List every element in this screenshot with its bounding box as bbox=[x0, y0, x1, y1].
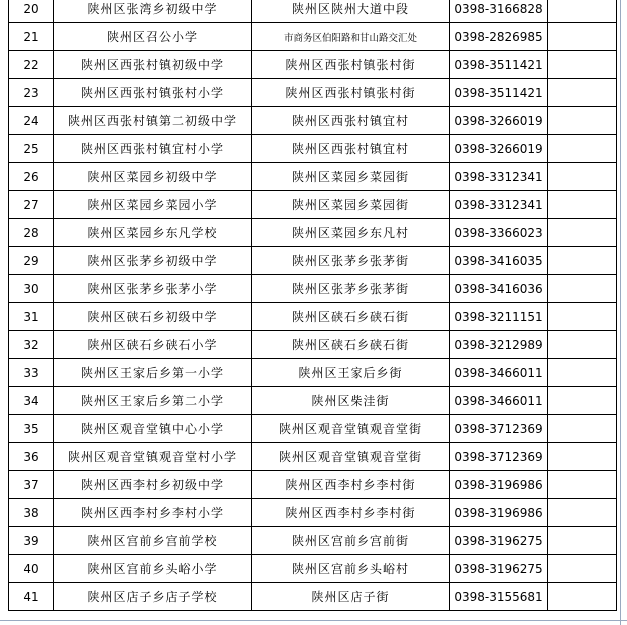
empty-cell[interactable] bbox=[548, 275, 617, 303]
school-name-cell[interactable]: 陕州区西张村镇张村小学 bbox=[54, 79, 252, 107]
phone-cell[interactable]: 0398-3166828 bbox=[450, 0, 548, 23]
empty-cell[interactable] bbox=[548, 555, 617, 583]
address-cell[interactable]: 陕州区张茅乡张茅街 bbox=[252, 275, 450, 303]
row-number-cell[interactable]: 35 bbox=[9, 415, 54, 443]
school-name-cell[interactable]: 陕州区菜园乡初级中学 bbox=[54, 163, 252, 191]
empty-cell[interactable] bbox=[548, 135, 617, 163]
row-number-cell[interactable]: 31 bbox=[9, 303, 54, 331]
row-number-cell[interactable]: 25 bbox=[9, 135, 54, 163]
empty-cell[interactable] bbox=[548, 415, 617, 443]
phone-cell[interactable]: 0398-3212989 bbox=[450, 331, 548, 359]
empty-cell[interactable] bbox=[548, 359, 617, 387]
table-row bbox=[9, 527, 617, 555]
row-number-cell[interactable]: 37 bbox=[9, 471, 54, 499]
empty-cell[interactable] bbox=[548, 331, 617, 359]
address-cell[interactable]: 陕州区张茅乡张茅街 bbox=[252, 247, 450, 275]
address-cell[interactable]: 陕州区菜园乡东凡村 bbox=[252, 219, 450, 247]
row-number-cell[interactable]: 36 bbox=[9, 443, 54, 471]
phone-cell[interactable]: 0398-3416036 bbox=[450, 275, 548, 303]
empty-cell[interactable] bbox=[548, 219, 617, 247]
school-contact-table bbox=[8, 0, 617, 611]
row-number-cell[interactable]: 40 bbox=[9, 555, 54, 583]
school-name-cell[interactable]: 陕州区召公小学 bbox=[54, 23, 252, 51]
table-row bbox=[9, 331, 617, 359]
table-row bbox=[9, 583, 617, 611]
empty-cell[interactable] bbox=[548, 471, 617, 499]
empty-cell[interactable] bbox=[548, 191, 617, 219]
row-number-cell[interactable]: 21 bbox=[9, 23, 54, 51]
school-name-cell[interactable]: 陕州区西张村镇第二初级中学 bbox=[54, 107, 252, 135]
address-cell[interactable]: 陕州区陕州大道中段 bbox=[252, 0, 450, 23]
sheet-bottom-border bbox=[0, 620, 627, 621]
phone-cell[interactable]: 0398-3511421 bbox=[450, 79, 548, 107]
sheet-right-border bbox=[620, 0, 621, 625]
school-name-cell[interactable]: 陕州区菜园乡东凡学校 bbox=[54, 219, 252, 247]
empty-cell[interactable] bbox=[548, 107, 617, 135]
address-cell[interactable]: 陕州区西张村镇张村街 bbox=[252, 79, 450, 107]
row-number-cell[interactable]: 34 bbox=[9, 387, 54, 415]
empty-cell[interactable] bbox=[548, 23, 617, 51]
empty-cell[interactable] bbox=[548, 303, 617, 331]
empty-cell[interactable] bbox=[548, 443, 617, 471]
phone-cell[interactable]: 0398-3266019 bbox=[450, 135, 548, 163]
row-number-cell[interactable]: 23 bbox=[9, 79, 54, 107]
school-name-cell[interactable]: 陕州区观音堂镇中心小学 bbox=[54, 415, 252, 443]
school-name-cell[interactable]: 陕州区硖石乡初级中学 bbox=[54, 303, 252, 331]
school-name-cell[interactable]: 陕州区西李村乡李村小学 bbox=[54, 499, 252, 527]
address-cell[interactable]: 陕州区菜园乡菜园街 bbox=[252, 163, 450, 191]
row-number-cell[interactable]: 20 bbox=[9, 0, 54, 23]
row-number-cell[interactable]: 27 bbox=[9, 191, 54, 219]
empty-cell[interactable] bbox=[548, 79, 617, 107]
address-cell[interactable]: 陕州区西李村乡李村街 bbox=[252, 471, 450, 499]
table-row bbox=[9, 275, 617, 303]
table-row bbox=[9, 219, 617, 247]
school-name-cell[interactable]: 陕州区店子乡店子学校 bbox=[54, 583, 252, 611]
table-row bbox=[9, 359, 617, 387]
phone-cell[interactable]: 0398-3312341 bbox=[450, 163, 548, 191]
school-name-cell[interactable]: 陕州区王家后乡第一小学 bbox=[54, 359, 252, 387]
address-cell[interactable]: 陕州区菜园乡菜园街 bbox=[252, 191, 450, 219]
school-name-cell[interactable]: 陕州区王家后乡第二小学 bbox=[54, 387, 252, 415]
table-row bbox=[9, 191, 617, 219]
address-cell[interactable]: 陕州区西张村镇宜村 bbox=[252, 107, 450, 135]
school-name-cell[interactable]: 陕州区张湾乡初级中学 bbox=[54, 0, 252, 23]
table-row bbox=[9, 499, 617, 527]
school-name-cell[interactable]: 陕州区菜园乡菜园小学 bbox=[54, 191, 252, 219]
row-number-cell[interactable]: 32 bbox=[9, 331, 54, 359]
phone-cell[interactable]: 0398-3511421 bbox=[450, 51, 548, 79]
phone-cell[interactable]: 0398-3712369 bbox=[450, 443, 548, 471]
empty-cell[interactable] bbox=[548, 0, 617, 23]
address-cell[interactable]: 陕州区柴洼街 bbox=[252, 387, 450, 415]
phone-cell[interactable]: 0398-3155681 bbox=[450, 583, 548, 611]
school-name-cell[interactable]: 陕州区西张村镇宜村小学 bbox=[54, 135, 252, 163]
empty-cell[interactable] bbox=[548, 527, 617, 555]
row-number-cell[interactable]: 41 bbox=[9, 583, 54, 611]
school-name-cell[interactable]: 陕州区西张村镇初级中学 bbox=[54, 51, 252, 79]
table-row bbox=[9, 303, 617, 331]
row-number-cell[interactable]: 39 bbox=[9, 527, 54, 555]
phone-cell[interactable]: 0398-3466011 bbox=[450, 387, 548, 415]
school-name-cell[interactable]: 陕州区硖石乡硖石小学 bbox=[54, 331, 252, 359]
school-name-cell[interactable]: 陕州区张茅乡初级中学 bbox=[54, 247, 252, 275]
empty-cell[interactable] bbox=[548, 247, 617, 275]
address-cell[interactable]: 陕州区硖石乡硖石街 bbox=[252, 303, 450, 331]
address-cell[interactable]: 市商务区伯阳路和甘山路交汇处 bbox=[252, 23, 450, 51]
empty-cell[interactable] bbox=[548, 163, 617, 191]
address-cell[interactable]: 陕州区观音堂镇观音堂街 bbox=[252, 443, 450, 471]
row-number-cell[interactable]: 33 bbox=[9, 359, 54, 387]
school-name-cell[interactable]: 陕州区张茅乡张茅小学 bbox=[54, 275, 252, 303]
table-row bbox=[9, 0, 617, 23]
school-name-cell[interactable]: 陕州区宫前乡头峪小学 bbox=[54, 555, 252, 583]
phone-cell[interactable]: 0398-3416035 bbox=[450, 247, 548, 275]
row-number-cell[interactable]: 22 bbox=[9, 51, 54, 79]
phone-cell[interactable]: 0398-3196275 bbox=[450, 527, 548, 555]
address-cell[interactable]: 陕州区西张村镇宜村 bbox=[252, 135, 450, 163]
address-cell[interactable]: 陕州区店子街 bbox=[252, 583, 450, 611]
address-cell[interactable]: 陕州区西张村镇张村街 bbox=[252, 51, 450, 79]
empty-cell[interactable] bbox=[548, 499, 617, 527]
table-row bbox=[9, 415, 617, 443]
row-number-cell[interactable]: 28 bbox=[9, 219, 54, 247]
address-cell[interactable]: 陕州区宫前乡宫前街 bbox=[252, 527, 450, 555]
table-row bbox=[9, 555, 617, 583]
phone-cell[interactable]: 0398-3196986 bbox=[450, 471, 548, 499]
row-number-cell[interactable]: 29 bbox=[9, 247, 54, 275]
phone-cell[interactable]: 0398-3366023 bbox=[450, 219, 548, 247]
address-cell[interactable]: 陕州区王家后乡街 bbox=[252, 359, 450, 387]
table-row bbox=[9, 107, 617, 135]
phone-cell[interactable]: 0398-3211151 bbox=[450, 303, 548, 331]
table-row bbox=[9, 79, 617, 107]
table-row bbox=[9, 471, 617, 499]
school-name-cell[interactable]: 陕州区宫前乡宫前学校 bbox=[54, 527, 252, 555]
table-row bbox=[9, 163, 617, 191]
empty-cell[interactable] bbox=[548, 51, 617, 79]
address-cell[interactable]: 陕州区观音堂镇观音堂街 bbox=[252, 415, 450, 443]
table-row bbox=[9, 23, 617, 51]
row-number-cell[interactable]: 30 bbox=[9, 275, 54, 303]
address-cell[interactable]: 陕州区西李村乡李村街 bbox=[252, 499, 450, 527]
empty-cell[interactable] bbox=[548, 583, 617, 611]
phone-cell[interactable]: 0398-3466011 bbox=[450, 359, 548, 387]
phone-cell[interactable]: 0398-3196986 bbox=[450, 499, 548, 527]
school-name-cell[interactable]: 陕州区西李村乡初级中学 bbox=[54, 471, 252, 499]
table-row bbox=[9, 51, 617, 79]
address-cell[interactable]: 陕州区硖石乡硖石街 bbox=[252, 331, 450, 359]
table-body bbox=[9, 0, 617, 611]
table-row bbox=[9, 387, 617, 415]
row-number-cell[interactable]: 26 bbox=[9, 163, 54, 191]
phone-cell[interactable]: 0398-3312341 bbox=[450, 191, 548, 219]
phone-cell[interactable]: 0398-3266019 bbox=[450, 107, 548, 135]
phone-cell[interactable]: 0398-3712369 bbox=[450, 415, 548, 443]
school-name-cell[interactable]: 陕州区观音堂镇观音堂村小学 bbox=[54, 443, 252, 471]
empty-cell[interactable] bbox=[548, 387, 617, 415]
table-row bbox=[9, 247, 617, 275]
table-row bbox=[9, 135, 617, 163]
table-row bbox=[9, 443, 617, 471]
row-number-cell[interactable]: 38 bbox=[9, 499, 54, 527]
row-number-cell[interactable]: 24 bbox=[9, 107, 54, 135]
address-cell[interactable]: 陕州区宫前乡头峪村 bbox=[252, 555, 450, 583]
phone-cell[interactable]: 0398-2826985 bbox=[450, 23, 548, 51]
phone-cell[interactable]: 0398-3196275 bbox=[450, 555, 548, 583]
